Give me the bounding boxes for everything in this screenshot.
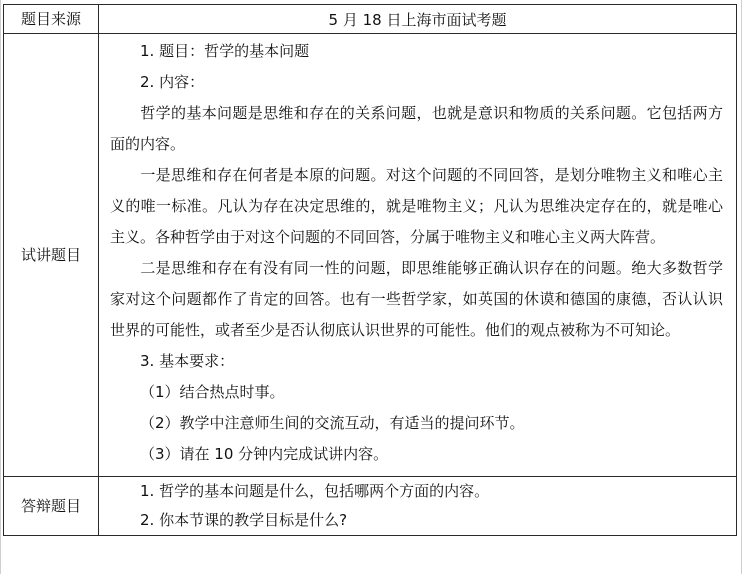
content-paragraph-1 <box>110 98 723 160</box>
content-heading: 2. 内容： <box>140 73 205 91</box>
interview-question-table <box>3 4 737 536</box>
source-value: 5 月 18 日上海市面试考题 <box>99 5 737 34</box>
source-label: 题目来源 <box>4 5 99 34</box>
defense-question: 2. 你本节课的教学目标是什么? <box>140 511 348 529</box>
paragraph-text: 二是思维和存在有没有同一性的问题，即思维能够正确认识存在的问题。绝大多数哲学家对这个问题都作了肯定的回答。也有一些哲学家，如英国的休谟和德国的康德，否认认识世界的可能性，或者至少是否认彻底认识世界的可能性。他们的观点被称为不可知论。 <box>110 259 723 339</box>
header-row <box>4 5 737 34</box>
defense-content <box>99 477 737 536</box>
trial-title-line: 1. 题目：哲学的基本问题 <box>140 42 310 60</box>
requirement-item: （2）教学中注意师生间的交流互动，有适当的提问环节。 <box>140 414 525 432</box>
defense-row <box>4 477 737 536</box>
trial-label: 试讲题目 <box>4 34 99 477</box>
content-paragraph-3 <box>110 253 723 346</box>
requirement-item: （1）结合热点时事。 <box>140 383 285 401</box>
defense-question: 1. 哲学的基本问题是什么，包括哪两个方面的内容。 <box>140 482 490 500</box>
content-paragraph-2 <box>110 160 723 253</box>
requirement-item: （3）请在 10 分钟内完成试讲内容。 <box>140 445 389 463</box>
defense-label: 答辩题目 <box>4 477 99 536</box>
trial-content <box>99 34 737 477</box>
requirements-heading: 3. 基本要求： <box>140 352 235 370</box>
trial-row <box>4 34 737 477</box>
paragraph-text: 一是思维和存在何者是本原的问题。对这个问题的不同回答，是划分唯物主义和唯心主义的唯一标准。凡认为存在决定思维的，就是唯物主义；凡认为思维决定存在的，就是唯心主义。各种哲学由于对这个问题的不同回答，分属于唯物主义和唯心主义两大阵营。 <box>110 166 723 246</box>
paragraph-text: 哲学的基本问题是思维和存在的关系问题，也就是意识和物质的关系问题。它包括两方面的内容。 <box>110 104 723 153</box>
